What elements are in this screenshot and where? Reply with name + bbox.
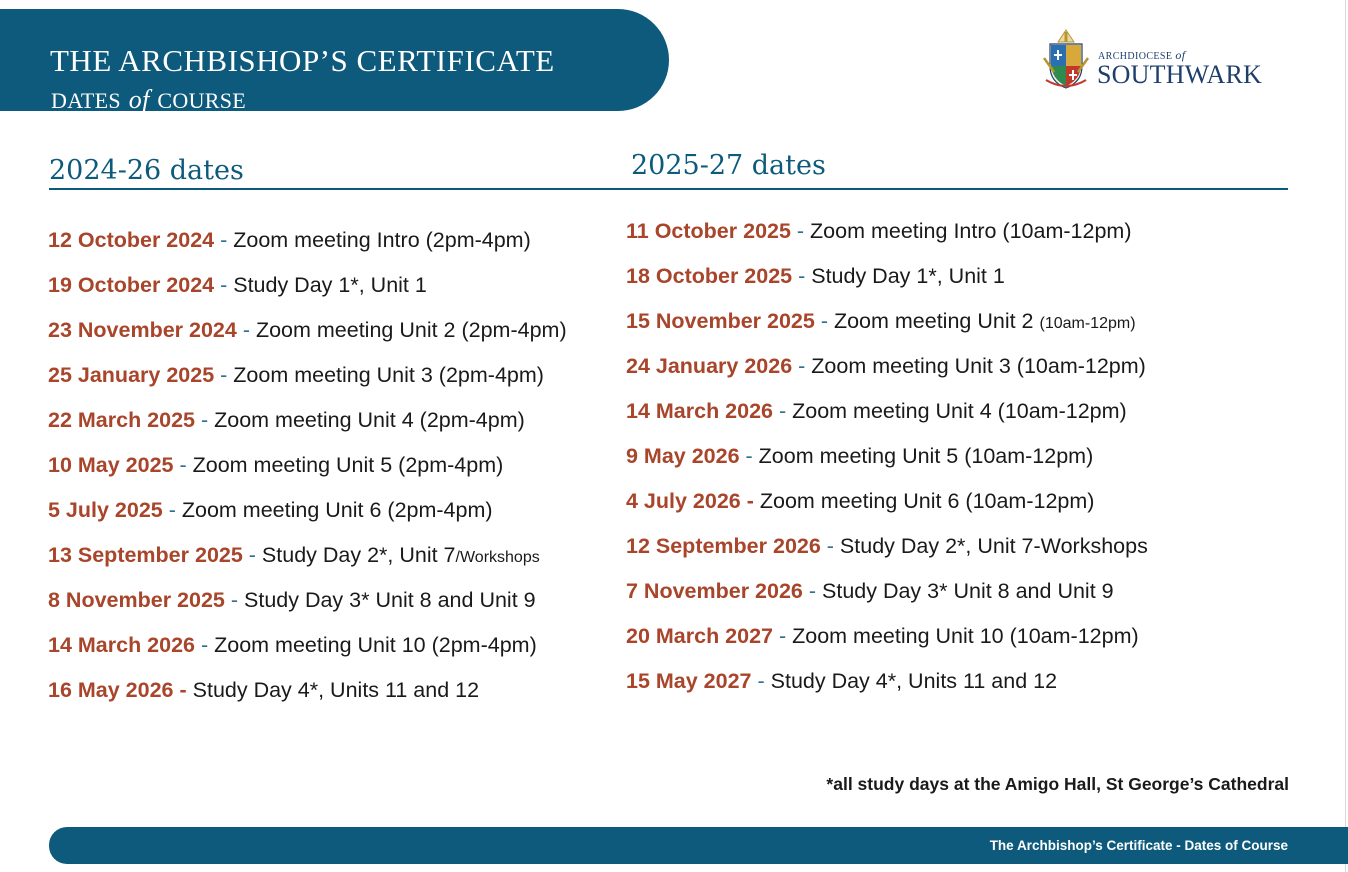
entry-separator: -: [773, 624, 793, 648]
header-title: THE ARCHBISHOP’S CERTIFICATE: [50, 43, 555, 78]
logo-small-of: of: [1175, 48, 1186, 62]
entry-date: 19 October 2024: [48, 273, 215, 297]
entry-separator: -: [195, 633, 215, 657]
schedule-entry: [626, 434, 1148, 479]
entry-date: 5 July 2025: [48, 498, 163, 522]
subtitle-pre: DATES: [51, 88, 121, 113]
column-heading-2024-26: 2024-26 dates: [49, 155, 244, 186]
entry-date: 14 March 2026: [48, 633, 196, 657]
schedule-entry: [48, 443, 567, 488]
entry-separator: -: [173, 678, 193, 702]
schedule-entry: [626, 299, 1148, 344]
entry-separator: -: [739, 444, 759, 468]
entry-separator: -: [792, 354, 812, 378]
entry-description: Zoom meeting Unit 5 (2pm-4pm): [192, 453, 504, 477]
schedule-entry: [48, 623, 567, 668]
header-banner: [0, 9, 669, 114]
schedule-entry: [626, 479, 1148, 524]
archdiocese-logo: [1040, 28, 1280, 94]
schedule-entry: [48, 263, 567, 308]
entry-separator: -: [802, 579, 822, 603]
schedule-entry: [48, 488, 567, 533]
entry-description: Zoom meeting Intro (10am-12pm): [810, 219, 1132, 243]
entry-date: 14 March 2026: [626, 399, 774, 423]
heading-divider: [49, 188, 1288, 190]
subtitle-post: COURSE: [157, 88, 247, 113]
schedule-entry: [48, 668, 567, 713]
footer-banner: [49, 827, 1348, 864]
entry-separator: -: [214, 273, 234, 297]
entry-description: Zoom meeting Unit 6 (10am-12pm): [759, 489, 1095, 513]
footnote: *all study days at the Amigo Hall, St George’s Cathedral: [826, 774, 1289, 794]
entry-description: Study Day 2*, Unit 7: [261, 543, 456, 567]
entry-date: 15 November 2025: [626, 309, 815, 333]
schedule-list-2025-27: [626, 209, 1148, 704]
schedule-entry: [48, 353, 567, 398]
entry-date: 12 September 2026: [626, 534, 821, 558]
entry-description: Zoom meeting Intro (2pm-4pm): [233, 228, 531, 252]
entry-date: 18 October 2025: [626, 264, 793, 288]
entry-separator: -: [214, 228, 234, 252]
entry-date: 11 October 2025: [626, 219, 791, 243]
entry-separator: -: [820, 534, 840, 558]
schedule-entry: [626, 569, 1148, 614]
footer-text: The Archbishop’s Certificate - Dates of Course: [989, 838, 1288, 853]
entry-date: 9 May 2026: [626, 444, 740, 468]
entry-description-note: /Workshops: [455, 549, 540, 566]
entry-description: Zoom meeting Unit 3 (2pm-4pm): [233, 363, 544, 387]
entry-separator: -: [773, 399, 793, 423]
entry-description-note: (10am-12pm): [1039, 315, 1136, 332]
entry-date: 15 May 2027: [626, 669, 752, 693]
subtitle-of: of: [128, 85, 150, 114]
entry-date: 12 October 2024: [48, 228, 215, 252]
entry-separator: -: [162, 498, 182, 522]
entry-description: Zoom meeting Unit 6 (2pm-4pm): [181, 498, 493, 522]
logo-small-pre: ARCHDIOCESE: [1098, 51, 1173, 62]
entry-separator: -: [224, 588, 244, 612]
column-heading-2025-27: 2025-27 dates: [631, 150, 826, 181]
entry-description: Zoom meeting Unit 4 (10am-12pm): [792, 399, 1127, 423]
entry-date: 10 May 2025: [48, 453, 174, 477]
header-subtitle: [51, 85, 246, 115]
schedule-entry: [626, 389, 1148, 434]
entry-description: Zoom meeting Unit 2 (2pm-4pm): [255, 318, 567, 342]
entry-description: Zoom meeting Unit 4 (2pm-4pm): [214, 408, 525, 432]
entry-description: Study Day 3* Unit 8 and Unit 9: [244, 588, 536, 612]
entry-description: Zoom meeting Unit 5 (10am-12pm): [758, 444, 1094, 468]
entry-date: 16 May 2026: [48, 678, 174, 702]
entry-separator: -: [792, 264, 812, 288]
entry-separator: -: [195, 408, 215, 432]
entry-date: 22 March 2025: [48, 408, 196, 432]
entry-description: Zoom meeting Unit 10 (10am-12pm): [792, 624, 1139, 648]
schedule-entry: [626, 524, 1148, 569]
entry-description: Zoom meeting Unit 10 (2pm-4pm): [214, 633, 537, 657]
entry-separator: -: [740, 489, 760, 513]
entry-date: 23 November 2024: [48, 318, 237, 342]
schedule-list-2024-26: [48, 218, 567, 713]
entry-separator: -: [214, 363, 234, 387]
schedule-entry: [626, 659, 1148, 704]
crest-icon: [1040, 28, 1092, 92]
schedule-entry: [626, 344, 1148, 389]
schedule-entry: [48, 308, 567, 353]
logo-wordmark: SOUTHWARK: [1097, 60, 1263, 89]
schedule-entry: [48, 533, 567, 578]
schedule-entry: [48, 218, 567, 263]
entry-separator: -: [751, 669, 771, 693]
entry-separator: -: [236, 318, 256, 342]
entry-date: 13 September 2025: [48, 543, 243, 567]
entry-description: Study Day 3* Unit 8 and Unit 9: [822, 579, 1114, 603]
entry-separator: -: [814, 309, 834, 333]
schedule-entry: [48, 398, 567, 443]
entry-description: Study Day 2*, Unit 7-Workshops: [839, 534, 1148, 558]
entry-date: 24 January 2026: [626, 354, 793, 378]
entry-description: Zoom meeting Unit 2: [833, 309, 1040, 333]
entry-description: Study Day 4*, Units 11 and 12: [192, 678, 480, 702]
entry-date: 7 November 2026: [626, 579, 803, 603]
schedule-entry: [626, 254, 1148, 299]
page-edge-rule: [1345, 0, 1346, 872]
entry-date: 4 July 2026: [626, 489, 741, 513]
entry-date: 25 January 2025: [48, 363, 215, 387]
entry-separator: -: [242, 543, 262, 567]
entry-description: Study Day 1*, Unit 1: [811, 264, 1005, 288]
entry-description: Zoom meeting Unit 3 (10am-12pm): [811, 354, 1146, 378]
schedule-entry: [626, 614, 1148, 659]
entry-date: 20 March 2027: [626, 624, 774, 648]
entry-separator: -: [790, 219, 811, 243]
entry-date: 8 November 2025: [48, 588, 225, 612]
schedule-entry: [48, 578, 567, 623]
schedule-entry: [626, 209, 1148, 254]
entry-separator: -: [173, 453, 193, 477]
entry-description: Study Day 1*, Unit 1: [233, 273, 427, 297]
entry-description: Study Day 4*, Units 11 and 12: [770, 669, 1058, 693]
